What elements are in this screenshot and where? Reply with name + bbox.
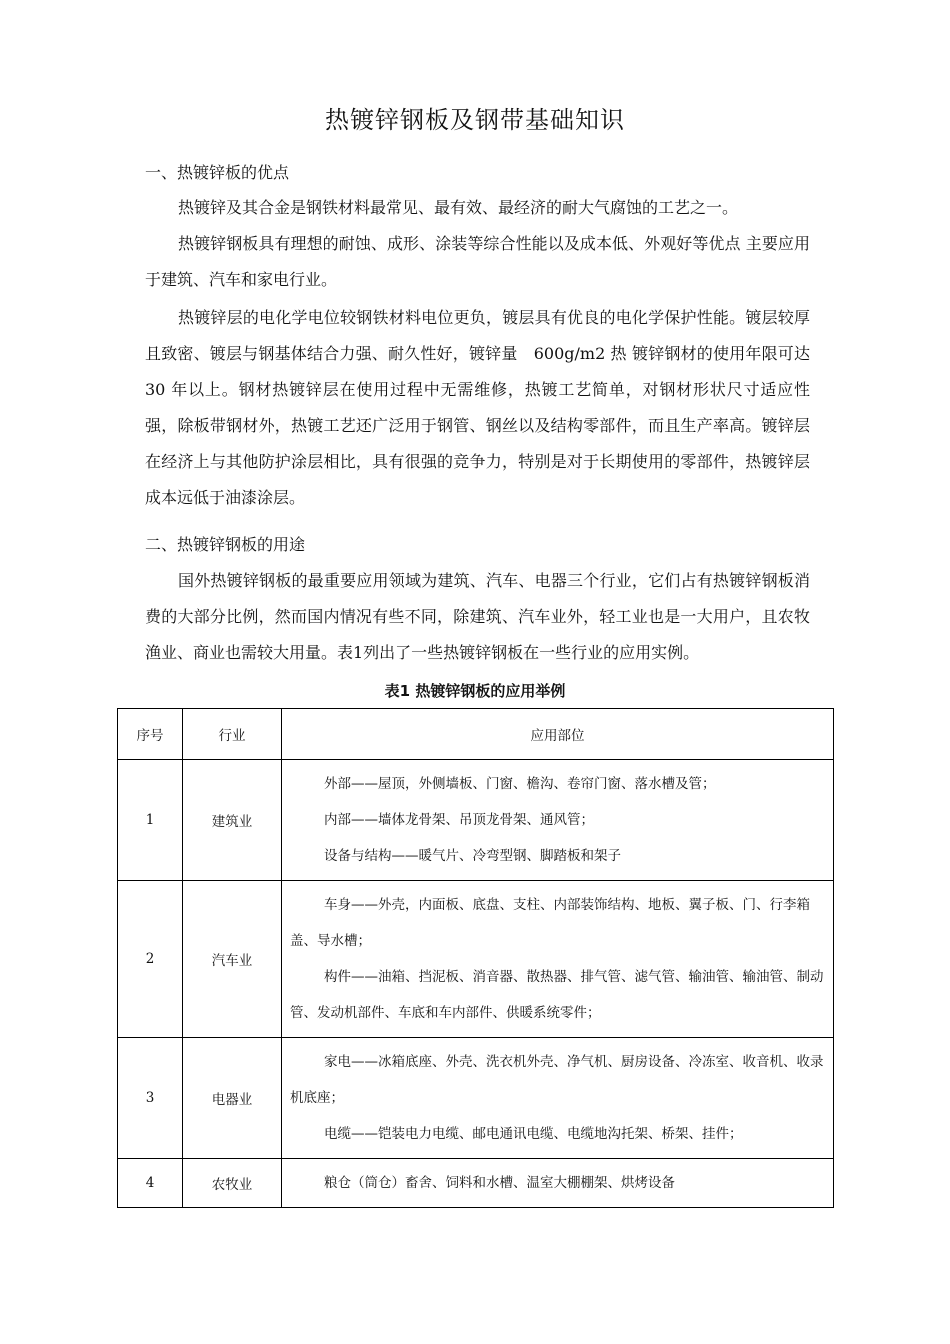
row-industry: 建筑业: [183, 760, 282, 881]
application-line: 电缆——铠装电力电缆、邮电通讯电缆、电缆地沟托架、桥架、挂件；: [324, 1126, 743, 1142]
row-applications: [282, 881, 834, 1038]
row-no: 1: [118, 760, 183, 881]
page-title: 热镀锌钢板及钢带基础知识: [325, 106, 625, 134]
section-2-heading: 二、热镀锌钢板的用途: [145, 535, 306, 554]
application-line: 构件——油箱、挡泥板、消音器、散热器、排气管、滤气管、输油管、输油管、制动管、发动机部件、车底和车内部件、供暖系统零件；: [290, 969, 824, 1021]
header-no: 序号: [118, 709, 183, 760]
row-no: 3: [118, 1038, 183, 1159]
row-industry: 电器业: [183, 1038, 282, 1159]
header-industry: 行业: [183, 709, 282, 760]
row-no: 4: [118, 1159, 183, 1208]
section-1-heading: 一、热镀锌板的优点: [145, 163, 290, 182]
applications-table: [117, 708, 834, 1208]
row-industry: 汽车业: [183, 881, 282, 1038]
row-applications: [282, 760, 834, 881]
table-row: [118, 881, 834, 1038]
application-line: 车身——外壳，内面板、底盘、支柱、内部装饰结构、地板、翼子板、门、行李箱盖、导水槽；: [290, 897, 810, 949]
table-row: [118, 1038, 834, 1159]
table-caption: 表1 热镀锌钢板的应用举例: [384, 682, 566, 700]
section-1-paragraph-3: 热镀锌层的电化学电位较钢铁材料电位更负，镀层具有优良的电化学保护性能。镀层较厚且致密、镀层与钢基体结合力强、耐久性好，镀锌量 600g/m2 热 镀锌钢材的使用年限可达 30 年以上。钢材热镀锌层在使用过程中无需维修，热镀工艺简单，对钢材形状尺寸适应性强，除板带钢材外，热镀工艺还广泛用于钢管、钢丝以及结构零部件，而且生产率高。镀锌层在经济上与其他防护涂层相比，具有很强的竞争力，特别是对于长期使用的零部件，热镀锌层成本远低于油漆涂层。: [145, 308, 810, 507]
application-line: 设备与结构——暖气片、冷弯型钢、脚踏板和架子: [324, 848, 621, 864]
table-header-row: [118, 709, 834, 760]
application-line: 粮仓（筒仓）畜舍、饲料和水槽、温室大棚棚架、烘烤设备: [324, 1175, 675, 1191]
application-line: 外部——屋顶，外侧墙板、门窗、檐沟、卷帘门窗、落水槽及管；: [324, 776, 716, 792]
row-industry: 农牧业: [183, 1159, 282, 1208]
table-row: [118, 760, 834, 881]
row-no: 2: [118, 881, 183, 1038]
application-line: 内部——墙体龙骨架、吊顶龙骨架、通风管；: [324, 812, 594, 828]
section-2-paragraph-1: 国外热镀锌钢板的最重要应用领域为建筑、汽车、电器三个行业，它们占有热镀锌钢板消费的大部分比例，然而国内情况有些不同，除建筑、汽车业外，轻工业也是一大用户，且农牧渔业、商业也需较大用量。表1列出了一些热镀锌钢板在一些行业的应用实例。: [145, 571, 810, 662]
section-1-paragraph-1: 热镀锌及其合金是钢铁材料最常见、最有效、最经济的耐大气腐蚀的工艺之一。: [178, 198, 739, 217]
row-applications: [282, 1159, 834, 1208]
table-row: [118, 1159, 834, 1208]
header-applications: 应用部位: [282, 709, 834, 760]
section-1-paragraph-2: 热镀锌钢板具有理想的耐蚀、成形、涂装等综合性能以及成本低、外观好等优点 主要应用于建筑、汽车和家电行业。: [145, 234, 810, 289]
application-line: 家电——冰箱底座、外壳、洗衣机外壳、净气机、厨房设备、冷冻室、收音机、收录机底座；: [290, 1054, 824, 1106]
row-applications: [282, 1038, 834, 1159]
